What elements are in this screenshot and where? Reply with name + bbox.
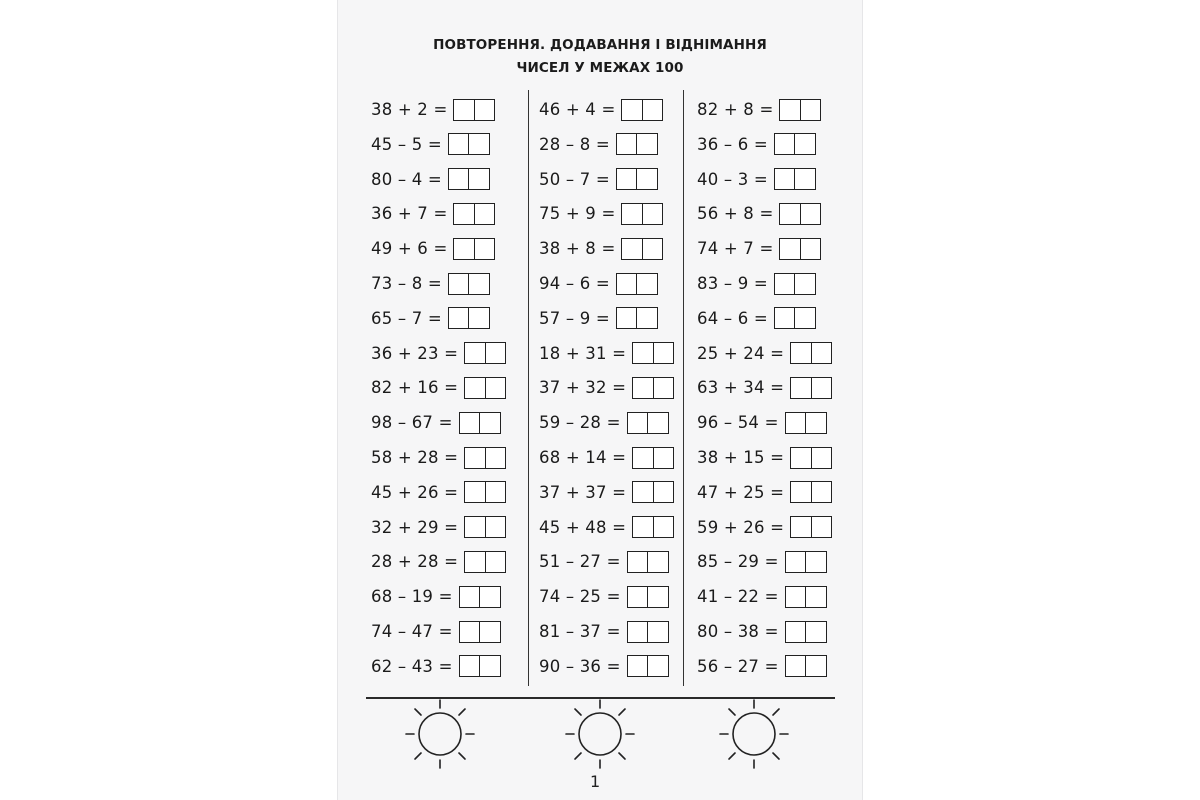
answer-tens-cell[interactable] — [791, 482, 811, 502]
problem-row — [697, 579, 827, 614]
problem-row — [539, 649, 669, 684]
problem-row — [539, 614, 669, 649]
answer-box[interactable] — [464, 377, 506, 399]
answer-ones-cell[interactable] — [468, 134, 489, 154]
problem-row — [697, 544, 827, 579]
answer-tens-cell[interactable] — [460, 587, 480, 607]
answer-ones-cell[interactable] — [811, 378, 832, 398]
problem-expression: 68 – 19 = — [371, 587, 453, 607]
problem-row — [371, 127, 490, 162]
answer-box[interactable] — [632, 342, 674, 364]
answer-tens-cell[interactable] — [628, 552, 648, 572]
problem-row — [371, 405, 501, 440]
answer-box[interactable] — [448, 133, 490, 155]
answer-ones-cell[interactable] — [485, 343, 506, 363]
answer-tens-cell[interactable] — [786, 413, 806, 433]
answer-tens-cell[interactable] — [460, 622, 480, 642]
answer-tens-cell[interactable] — [786, 622, 806, 642]
answer-ones-cell[interactable] — [794, 308, 815, 328]
answer-box[interactable] — [785, 586, 827, 608]
answer-box[interactable] — [774, 273, 816, 295]
problem-expression: 41 – 22 = — [697, 587, 779, 607]
problem-row — [697, 301, 816, 336]
answer-box[interactable] — [785, 655, 827, 677]
answer-ones-cell[interactable] — [647, 587, 668, 607]
problem-expression: 49 + 6 = — [371, 239, 448, 259]
problem-expression: 57 – 9 = — [539, 308, 610, 328]
answer-tens-cell[interactable] — [465, 517, 485, 537]
answer-ones-cell[interactable] — [485, 552, 506, 572]
problem-row — [697, 196, 821, 231]
problem-expression: 32 + 29 = — [371, 517, 459, 537]
answer-tens-cell[interactable] — [780, 239, 800, 259]
answer-tens-cell[interactable] — [628, 622, 648, 642]
answer-ones-cell[interactable] — [647, 552, 668, 572]
answer-box[interactable] — [448, 168, 490, 190]
answer-ones-cell[interactable] — [636, 274, 657, 294]
column-divider-left — [528, 90, 529, 686]
problem-row — [371, 579, 501, 614]
answer-box[interactable] — [459, 586, 501, 608]
answer-box[interactable] — [448, 307, 490, 329]
answer-box[interactable] — [632, 447, 674, 469]
answer-ones-cell[interactable] — [479, 413, 500, 433]
problem-row — [371, 92, 495, 127]
answer-ones-cell[interactable] — [485, 482, 506, 502]
problem-row — [697, 405, 827, 440]
answer-box[interactable] — [464, 516, 506, 538]
problem-expression: 46 + 4 = — [539, 100, 616, 119]
answer-tens-cell[interactable] — [791, 448, 811, 468]
answer-ones-cell[interactable] — [642, 239, 663, 259]
answer-box[interactable] — [632, 516, 674, 538]
answer-box[interactable] — [459, 412, 501, 434]
answer-ones-cell[interactable] — [474, 204, 495, 224]
page-number: 1 — [590, 772, 601, 791]
problem-row — [539, 196, 663, 231]
answer-box[interactable] — [453, 203, 495, 225]
answer-box[interactable] — [464, 481, 506, 503]
answer-tens-cell[interactable] — [628, 656, 648, 676]
problem-expression: 45 + 26 = — [371, 482, 459, 502]
problem-row — [539, 544, 669, 579]
problem-row — [697, 336, 832, 371]
answer-box[interactable] — [627, 412, 669, 434]
answer-ones-cell[interactable] — [485, 448, 506, 468]
problem-expression: 56 – 27 = — [697, 656, 779, 676]
answer-tens-cell[interactable] — [465, 482, 485, 502]
answer-tens-cell[interactable] — [465, 552, 485, 572]
answer-tens-cell[interactable] — [791, 378, 811, 398]
answer-ones-cell[interactable] — [647, 413, 668, 433]
answer-ones-cell[interactable] — [794, 169, 815, 189]
page-title-line2: ЧИСЕЛ У МЕЖАХ 100 — [516, 60, 684, 76]
answer-box[interactable] — [453, 238, 495, 260]
answer-box[interactable] — [790, 447, 832, 469]
answer-tens-cell[interactable] — [465, 378, 485, 398]
answer-tens-cell[interactable] — [633, 378, 653, 398]
problem-expression: 37 + 32 = — [539, 378, 627, 398]
sun-icon — [718, 698, 790, 770]
problem-row — [697, 510, 832, 545]
answer-tens-cell[interactable] — [775, 274, 795, 294]
answer-ones-cell[interactable] — [805, 622, 826, 642]
answer-box[interactable] — [627, 586, 669, 608]
problem-expression: 65 – 7 = — [371, 308, 442, 328]
problem-expression: 73 – 8 = — [371, 274, 442, 293]
page-title-line1: ПОВТОРЕННЯ. ДОДАВАННЯ І ВІДНІМАННЯ — [433, 37, 767, 53]
problem-expression: 82 + 8 = — [697, 100, 774, 119]
answer-ones-cell[interactable] — [805, 413, 826, 433]
answer-ones-cell[interactable] — [468, 308, 489, 328]
sun-icon — [564, 698, 636, 770]
answer-ones-cell[interactable] — [485, 378, 506, 398]
answer-tens-cell[interactable] — [454, 100, 474, 120]
answer-tens-cell[interactable] — [791, 517, 811, 537]
problem-expression: 38 + 2 = — [371, 100, 448, 119]
problem-expression: 38 + 15 = — [697, 448, 785, 467]
problem-row — [539, 266, 658, 301]
answer-tens-cell[interactable] — [775, 169, 795, 189]
problem-expression: 37 + 37 = — [539, 482, 627, 502]
answer-box[interactable] — [616, 307, 658, 329]
problem-row — [371, 440, 506, 475]
problem-row — [539, 162, 658, 197]
problem-row — [539, 440, 674, 475]
answer-tens-cell[interactable] — [454, 239, 474, 259]
problem-row — [539, 127, 658, 162]
answer-tens-cell[interactable] — [449, 308, 469, 328]
problem-expression: 58 + 28 = — [371, 448, 459, 467]
problem-expression: 74 + 7 = — [697, 239, 774, 259]
answer-tens-cell[interactable] — [449, 169, 469, 189]
answer-ones-cell[interactable] — [474, 239, 495, 259]
answer-ones-cell[interactable] — [811, 343, 832, 363]
problem-expression: 80 – 38 = — [697, 622, 779, 641]
problem-expression: 83 – 9 = — [697, 274, 768, 293]
answer-ones-cell[interactable] — [636, 169, 657, 189]
answer-tens-cell[interactable] — [622, 204, 642, 224]
answer-tens-cell[interactable] — [780, 100, 800, 120]
answer-tens-cell[interactable] — [633, 343, 653, 363]
answer-ones-cell[interactable] — [800, 100, 821, 120]
problem-expression: 59 – 28 = — [539, 413, 621, 433]
answer-ones-cell[interactable] — [811, 448, 832, 468]
answer-tens-cell[interactable] — [454, 204, 474, 224]
answer-tens-cell[interactable] — [628, 413, 648, 433]
answer-tens-cell[interactable] — [617, 169, 637, 189]
problem-row — [371, 475, 506, 510]
answer-box[interactable] — [779, 203, 821, 225]
answer-ones-cell[interactable] — [653, 343, 674, 363]
answer-tens-cell[interactable] — [628, 587, 648, 607]
problem-expression: 96 – 54 = — [697, 413, 779, 433]
answer-box[interactable] — [627, 655, 669, 677]
answer-box[interactable] — [621, 238, 663, 260]
problem-row — [539, 475, 674, 510]
problem-row — [697, 440, 832, 475]
answer-box[interactable] — [627, 551, 669, 573]
answer-box[interactable] — [774, 168, 816, 190]
answer-ones-cell[interactable] — [653, 482, 674, 502]
problem-expression: 45 – 5 = — [371, 134, 442, 154]
answer-tens-cell[interactable] — [617, 134, 637, 154]
problem-expression: 74 – 47 = — [371, 622, 453, 641]
answer-ones-cell[interactable] — [479, 622, 500, 642]
answer-box[interactable] — [779, 99, 821, 121]
answer-box[interactable] — [459, 655, 501, 677]
answer-ones-cell[interactable] — [647, 622, 668, 642]
answer-ones-cell[interactable] — [468, 169, 489, 189]
answer-box[interactable] — [627, 621, 669, 643]
problem-expression: 68 + 14 = — [539, 448, 627, 467]
answer-box[interactable] — [785, 551, 827, 573]
problem-expression: 28 + 28 = — [371, 552, 459, 572]
problem-row — [697, 614, 827, 649]
problem-expression: 36 – 6 = — [697, 134, 768, 154]
answer-tens-cell[interactable] — [780, 204, 800, 224]
answer-ones-cell[interactable] — [805, 656, 826, 676]
answer-tens-cell[interactable] — [791, 343, 811, 363]
problem-row — [697, 92, 821, 127]
problem-expression: 98 – 67 = — [371, 413, 453, 433]
problem-row — [371, 649, 501, 684]
answer-box[interactable] — [774, 307, 816, 329]
problem-row — [697, 127, 816, 162]
problem-expression: 75 + 9 = — [539, 204, 616, 224]
problem-expression: 74 – 25 = — [539, 587, 621, 607]
problem-expression: 63 + 34 = — [697, 378, 785, 398]
problem-expression: 38 + 8 = — [539, 239, 616, 259]
problem-expression: 80 – 4 = — [371, 169, 442, 189]
problem-row — [371, 162, 490, 197]
problem-expression: 62 – 43 = — [371, 656, 453, 676]
answer-box[interactable] — [790, 342, 832, 364]
problem-row — [697, 266, 816, 301]
problem-row — [371, 510, 506, 545]
column-divider-right — [683, 90, 684, 686]
answer-tens-cell[interactable] — [449, 134, 469, 154]
problem-expression: 47 + 25 = — [697, 482, 785, 502]
problem-row — [539, 405, 669, 440]
answer-tens-cell[interactable] — [633, 517, 653, 537]
answer-tens-cell[interactable] — [460, 656, 480, 676]
problem-expression: 36 + 7 = — [371, 204, 448, 224]
answer-tens-cell[interactable] — [449, 274, 469, 294]
answer-ones-cell[interactable] — [636, 308, 657, 328]
answer-tens-cell[interactable] — [775, 134, 795, 154]
answer-tens-cell[interactable] — [622, 100, 642, 120]
answer-ones-cell[interactable] — [474, 100, 495, 120]
answer-tens-cell[interactable] — [633, 482, 653, 502]
answer-ones-cell[interactable] — [800, 239, 821, 259]
problem-row — [539, 370, 674, 405]
answer-ones-cell[interactable] — [636, 134, 657, 154]
problem-expression: 36 + 23 = — [371, 343, 459, 363]
problem-row — [697, 370, 832, 405]
answer-box[interactable] — [621, 203, 663, 225]
answer-tens-cell[interactable] — [633, 448, 653, 468]
problem-row — [371, 266, 490, 301]
problem-row — [371, 544, 506, 579]
problem-expression: 56 + 8 = — [697, 204, 774, 224]
problem-row — [539, 510, 674, 545]
answer-box[interactable] — [459, 621, 501, 643]
answer-ones-cell[interactable] — [642, 100, 663, 120]
answer-ones-cell[interactable] — [653, 448, 674, 468]
answer-ones-cell[interactable] — [642, 204, 663, 224]
answer-tens-cell[interactable] — [622, 239, 642, 259]
answer-box[interactable] — [790, 481, 832, 503]
problem-row — [371, 231, 495, 266]
problem-expression: 64 – 6 = — [697, 308, 768, 328]
answer-ones-cell[interactable] — [468, 274, 489, 294]
problem-row — [697, 162, 816, 197]
problem-expression: 59 + 26 = — [697, 517, 785, 537]
problem-row — [371, 614, 501, 649]
answer-tens-cell[interactable] — [775, 308, 795, 328]
answer-ones-cell[interactable] — [805, 552, 826, 572]
answer-box[interactable] — [464, 551, 506, 573]
answer-box[interactable] — [621, 99, 663, 121]
answer-box[interactable] — [453, 99, 495, 121]
problem-row — [697, 475, 832, 510]
answer-tens-cell[interactable] — [460, 413, 480, 433]
answer-ones-cell[interactable] — [653, 517, 674, 537]
answer-ones-cell[interactable] — [647, 656, 668, 676]
problem-expression: 82 + 16 = — [371, 378, 459, 398]
answer-box[interactable] — [632, 377, 674, 399]
answer-box[interactable] — [464, 342, 506, 364]
answer-box[interactable] — [774, 133, 816, 155]
answer-box[interactable] — [779, 238, 821, 260]
answer-box[interactable] — [616, 133, 658, 155]
answer-tens-cell[interactable] — [617, 274, 637, 294]
problem-expression: 90 – 36 = — [539, 656, 621, 676]
problem-row — [539, 92, 663, 127]
answer-box[interactable] — [790, 377, 832, 399]
answer-ones-cell[interactable] — [653, 378, 674, 398]
problem-row — [371, 336, 506, 371]
answer-tens-cell[interactable] — [465, 343, 485, 363]
problem-expression: 25 + 24 = — [697, 343, 785, 363]
answer-box[interactable] — [448, 273, 490, 295]
problem-row — [371, 301, 490, 336]
problem-row — [371, 196, 495, 231]
answer-ones-cell[interactable] — [811, 517, 832, 537]
answer-ones-cell[interactable] — [794, 134, 815, 154]
answer-box[interactable] — [632, 481, 674, 503]
answer-box[interactable] — [790, 516, 832, 538]
answer-ones-cell[interactable] — [479, 587, 500, 607]
problem-expression: 85 – 29 = — [697, 552, 779, 572]
problem-row — [539, 301, 658, 336]
answer-ones-cell[interactable] — [811, 482, 832, 502]
answer-box[interactable] — [464, 447, 506, 469]
problem-expression: 81 – 37 = — [539, 622, 621, 641]
answer-ones-cell[interactable] — [485, 517, 506, 537]
answer-box[interactable] — [785, 621, 827, 643]
answer-ones-cell[interactable] — [805, 587, 826, 607]
problem-expression: 94 – 6 = — [539, 274, 610, 293]
sun-icon — [404, 698, 476, 770]
problem-expression: 40 – 3 = — [697, 169, 768, 189]
problem-expression: 18 + 31 = — [539, 343, 627, 363]
problem-row — [697, 231, 821, 266]
answer-tens-cell[interactable] — [786, 552, 806, 572]
problem-row — [371, 370, 506, 405]
answer-tens-cell[interactable] — [617, 308, 637, 328]
problem-expression: 28 – 8 = — [539, 134, 610, 154]
answer-box[interactable] — [616, 273, 658, 295]
problem-expression: 51 – 27 = — [539, 552, 621, 572]
problem-expression: 45 + 48 = — [539, 517, 627, 537]
answer-box[interactable] — [785, 412, 827, 434]
problem-row — [539, 579, 669, 614]
answer-ones-cell[interactable] — [794, 274, 815, 294]
answer-tens-cell[interactable] — [786, 656, 806, 676]
problem-row — [539, 336, 674, 371]
answer-tens-cell[interactable] — [786, 587, 806, 607]
answer-ones-cell[interactable] — [479, 656, 500, 676]
answer-box[interactable] — [616, 168, 658, 190]
problem-row — [697, 649, 827, 684]
problem-row — [539, 231, 663, 266]
answer-tens-cell[interactable] — [465, 448, 485, 468]
answer-ones-cell[interactable] — [800, 204, 821, 224]
problem-expression: 50 – 7 = — [539, 169, 610, 189]
